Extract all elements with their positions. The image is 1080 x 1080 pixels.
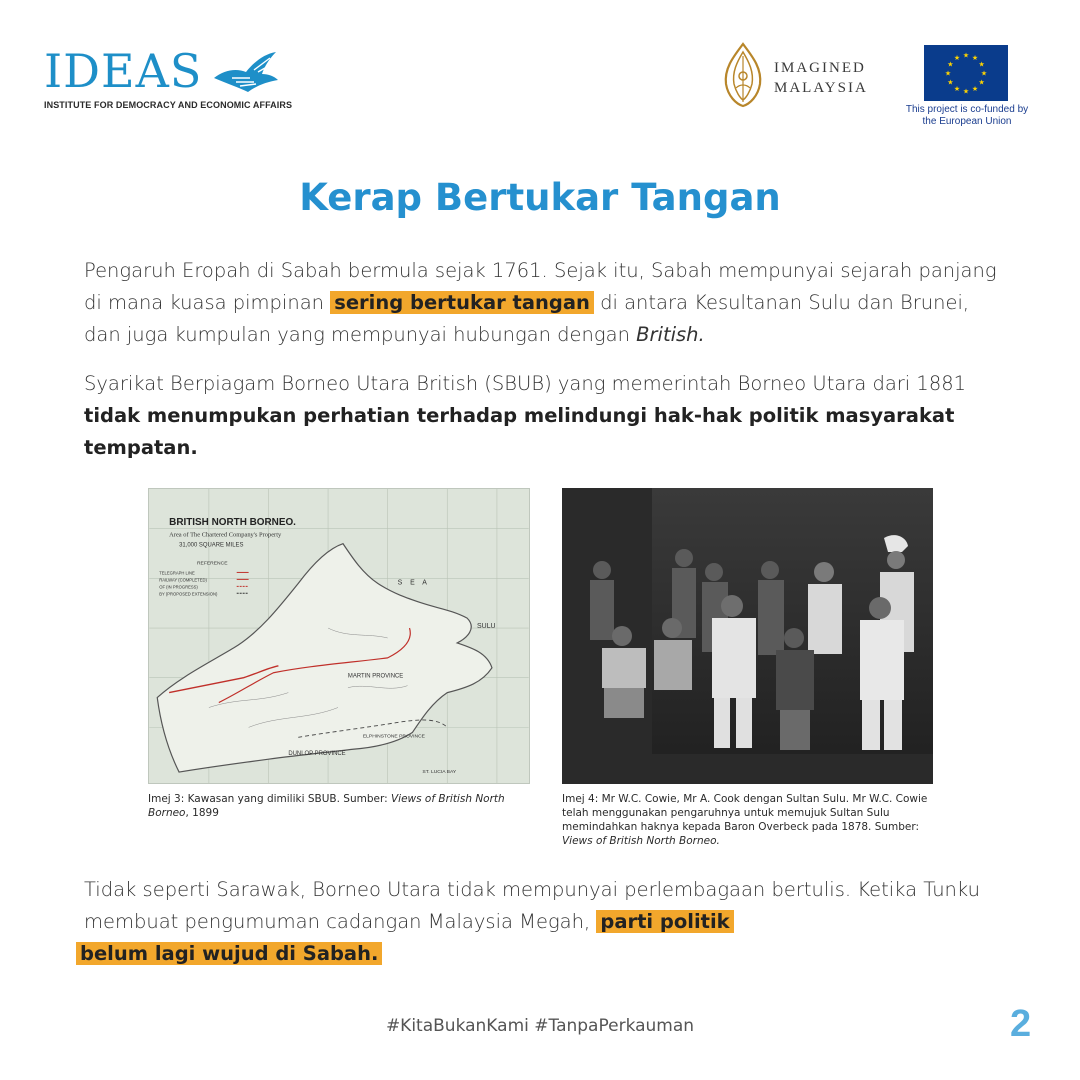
eu-star-icon: ★: [980, 69, 988, 78]
map-sea-1: S E A: [397, 579, 430, 587]
eu-star-icon: ★: [944, 69, 952, 78]
paragraph-3: [80, 874, 1004, 970]
eu-star-icon: ★: [953, 53, 961, 62]
map-title: BRITISH NORTH BORNEO.: [169, 516, 296, 528]
imagined-line2: MALAYSIA: [774, 80, 868, 96]
british-north-borneo-map: [148, 488, 530, 784]
eu-caption-line2: the European Union: [922, 116, 1012, 127]
eu-caption-line1: This project is co-funded by: [905, 104, 1029, 115]
page-title: Kerap Bertukar Tangan: [299, 176, 781, 219]
paragraph-2: [84, 368, 1004, 464]
para1-italic: British.: [636, 323, 705, 346]
eu-star-icon: ★: [947, 78, 954, 87]
eu-star-icon: ★: [962, 51, 970, 60]
eu-cofunded-caption: [892, 104, 1042, 128]
page-number: 2: [1010, 1003, 1032, 1045]
eu-star-icon: ★: [971, 85, 979, 94]
map-province-2: DUNLOP PROVINCE: [288, 751, 346, 758]
map-legend-1: TELEGRAPH LINE: [159, 570, 195, 576]
map-province-3: ELPHINSTONE PROVINCE: [362, 734, 425, 740]
caption1-text: Imej 3: Kawasan yang dimiliki SBUB. Sumber:: [148, 793, 391, 805]
hashtags: #KitaBukanKami #TanpaPerkauman: [385, 1016, 695, 1036]
caption2-text: Imej 4: Mr W.C. Cowie, Mr A. Cook dengan Sultan Sulu. Mr W.C. Cowie telah menggunakan pengaruhnya untuk memujuk Sultan Sulu memindahkan haknya kepada Baron Overbeck pada 1878. Sumber:: [562, 793, 928, 833]
map-bay: ST. LUCIA BAY: [422, 770, 457, 776]
image-caption-2: [562, 792, 933, 848]
para1-text-2: di antara Kesultanan Sulu dan Brunei, dan juga kumpulan yang mempunyai hubungan dengan: [84, 291, 970, 346]
historical-group-photo: [562, 488, 933, 784]
caption1-source: Views of British North Borneo: [148, 793, 505, 819]
map-legend-4: BY (PROPOSED EXTENSION): [159, 591, 218, 597]
ideas-logo-text: IDEAS: [44, 44, 203, 98]
bird-icon: [210, 48, 280, 96]
map-subtitle: Area of The Chartered Company's Property: [169, 531, 282, 539]
map-sea-2: SULU: [477, 623, 496, 631]
para1-text-1: Pengaruh Eropah di Sabah bermula sejak 1761. Sejak itu, Sabah mempunyai sejarah panjang di mana kuasa pimpinan: [84, 259, 997, 314]
eu-star-icon: ★: [978, 60, 985, 69]
map-province-1: MARTIN PROVINCE: [347, 673, 404, 680]
caption2-source: Views of British North Borneo.: [562, 835, 720, 847]
paragraph-1: [84, 255, 1004, 351]
para3-highlight-1: parti politik: [596, 910, 733, 933]
para1-highlight: sering bertukar tangan: [330, 291, 594, 314]
image-caption-1: [148, 792, 530, 820]
map-legend-2: RAILWAY (COMPLETED): [159, 577, 207, 583]
map-reference: REFERENCE: [196, 561, 228, 567]
map-legend-3: OF (IN PROGRESS): [159, 584, 198, 590]
eu-star-icon: ★: [962, 87, 970, 96]
imagined-malaysia-logo: [722, 42, 902, 110]
eu-star-icon: ★: [953, 85, 961, 94]
imagined-line1: IMAGINED: [774, 60, 866, 76]
eu-star-icon: ★: [978, 78, 985, 87]
caption1-year: , 1899: [185, 807, 219, 819]
eu-star-icon: ★: [971, 53, 979, 62]
para3-highlight-2: belum lagi wujud di Sabah.: [76, 942, 382, 965]
para2-bold: tidak menumpukan perhatian terhadap melindungi hak-hak politik masyarakat tempatan.: [84, 404, 955, 459]
ideas-logo: [44, 44, 293, 114]
eu-flag-icon: [924, 45, 1008, 101]
eu-star-icon: ★: [947, 60, 954, 69]
wayang-emblem-icon: [722, 42, 764, 108]
para3-text: Tidak seperti Sarawak, Borneo Utara tidak mempunyai perlembagaan bertulis. Ketika Tunku membuat pengumuman cadangan Malaysia Megah,: [84, 878, 980, 933]
map-area: 31,000 SQUARE MILES: [179, 542, 244, 549]
ideas-subtitle: INSTITUTE FOR DEMOCRACY AND ECONOMIC AFFAIRS: [44, 100, 293, 110]
para2-text: Syarikat Berpiagam Borneo Utara British (SBUB) yang memerintah Borneo Utara dari 1881: [84, 372, 967, 395]
